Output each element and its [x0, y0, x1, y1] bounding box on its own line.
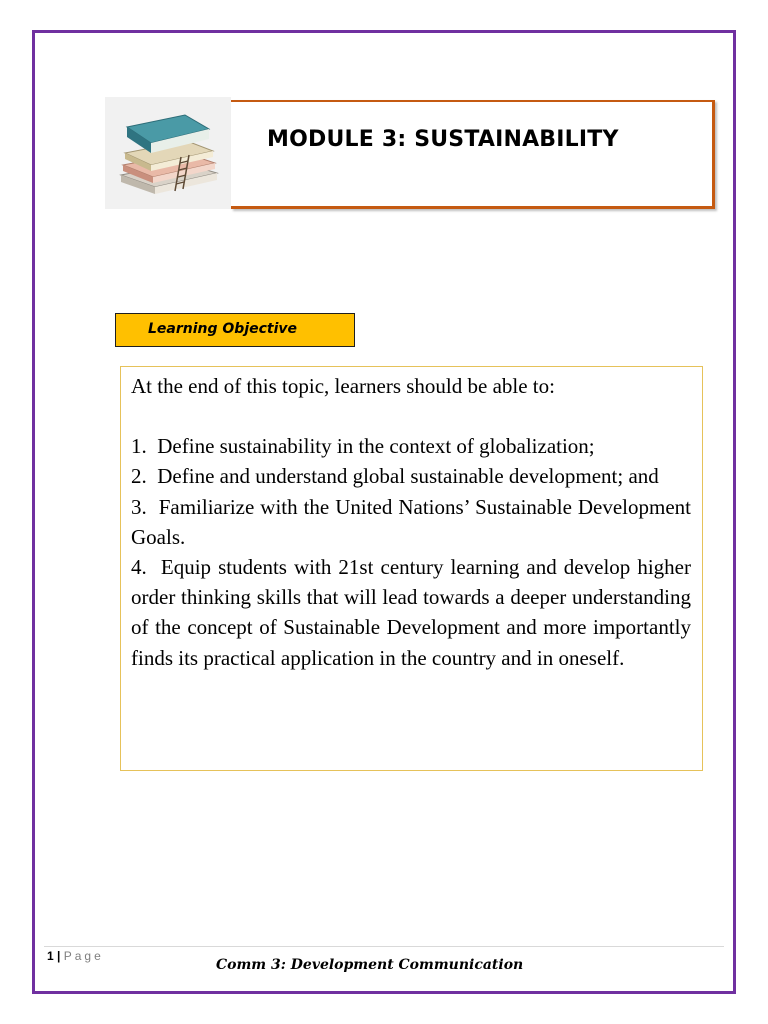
objective-item-4: 4. Equip students with 21st century learning and develop higher order thinking skills that will lead towards a deeper understanding of the concept of Sustainable Development and more importantly finds its practical application in the country and in oneself. — [131, 555, 691, 670]
page-number — [47, 949, 104, 963]
page-word: Page — [63, 949, 104, 963]
objective-intro: At the end of this topic, learners should be able to: — [131, 374, 555, 398]
books-stack-image — [105, 97, 231, 209]
module-title: MODULE 3: SUSTAINABILITY — [267, 127, 619, 152]
footer-divider — [44, 946, 724, 947]
objective-item-2: 2. Define and understand global sustainable development; and — [131, 464, 659, 489]
objective-item-3: 3. Familiarize with the United Nations’ Sustainable Development Goals. — [131, 494, 691, 549]
course-footer: Comm 3: Development Communication — [216, 957, 524, 973]
books-stack-icon — [105, 97, 231, 209]
page-number-value: 1 — [47, 949, 54, 963]
objective-item-1: 1. Define sustainability in the context of globalization; — [131, 434, 595, 459]
module-title-box — [231, 100, 715, 209]
learning-objective-box — [120, 366, 703, 771]
page-number-separator: | — [53, 949, 64, 963]
learning-objective-label: Learning Objective — [115, 313, 355, 347]
